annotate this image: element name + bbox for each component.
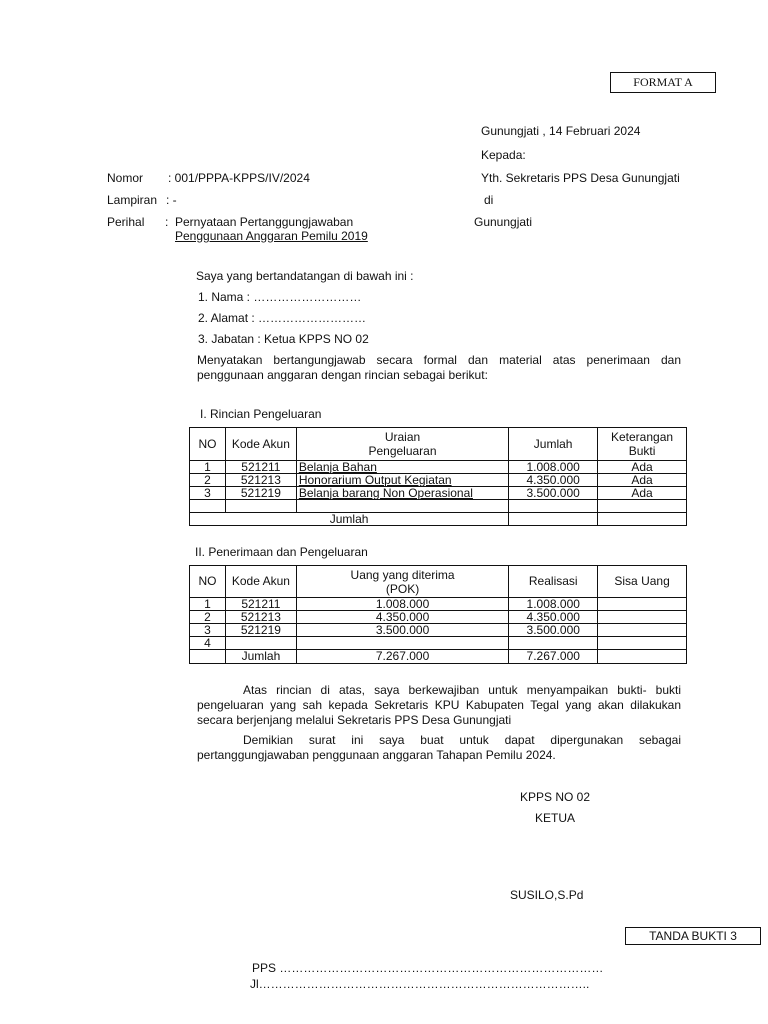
nomor-label: Nomor	[107, 171, 144, 185]
expense-table-header	[190, 428, 687, 461]
perihal-label: Perihal	[107, 215, 145, 229]
signature-role: KETUA	[535, 811, 576, 825]
header-keterangan-line1: Keterangan	[611, 430, 674, 444]
cell-realisasi	[509, 637, 598, 650]
header-keterangan	[598, 428, 687, 461]
cell-sisa	[598, 637, 687, 650]
header-no: NO	[190, 428, 226, 461]
cell-no: 1	[190, 461, 226, 474]
cell-uraian: Belanja Bahan	[296, 461, 508, 474]
lampiran-value: : -	[166, 193, 177, 207]
perihal-colon: :	[165, 215, 169, 229]
cell-kode: 521213	[225, 474, 296, 487]
perihal-line1: Pernyataan Pertanggungjawaban	[175, 215, 354, 229]
cell-keterangan: Ada	[598, 461, 687, 474]
cell-jumlah: 1.008.000	[509, 461, 598, 474]
recipient-kepada: Kepada:	[481, 148, 526, 162]
closing-paragraph-2	[197, 733, 681, 763]
cell-kode	[225, 637, 296, 650]
closing-text-2: Demikian surat ini saya buat untuk dapat dipergunakan sebagai pertanggungjawaban penggunaan anggaran Tahapan Pemilu 2024.	[197, 733, 681, 762]
table-row	[190, 474, 687, 487]
header-uraian-line2: Pengeluaran	[368, 444, 437, 458]
cell-no: 3	[190, 624, 226, 637]
cell-uang: 4.350.000	[296, 611, 508, 624]
table-row	[190, 637, 687, 650]
field-jabatan: 3. Jabatan : Ketua KPPS NO 02	[198, 332, 369, 346]
cell-uraian: Belanja barang Non Operasional	[296, 487, 508, 500]
table-row	[190, 598, 687, 611]
cell-kode: 521213	[225, 611, 296, 624]
signature-org: KPPS NO 02	[520, 790, 591, 804]
header-uang-diterima	[296, 566, 508, 598]
header-uang-line2: (POK)	[385, 581, 420, 596]
header-kode-akun: Kode Akun	[225, 566, 296, 598]
closing-paragraph-1	[197, 683, 681, 728]
table-total-row	[190, 650, 687, 664]
recipient-place: Gunungjati	[474, 215, 533, 229]
field-nama: 1. Nama : ………………………	[198, 290, 362, 304]
cell-kode: 521219	[225, 624, 296, 637]
table-row	[190, 461, 687, 474]
cell-kode: 521219	[225, 487, 296, 500]
total-label: Jumlah	[225, 650, 296, 664]
lampiran-label: Lampiran	[107, 193, 158, 207]
cell-sisa	[598, 598, 687, 611]
cell-no: 2	[190, 611, 226, 624]
recipient-line1: Yth. Sekretaris PPS Desa Gunungjati	[481, 171, 680, 185]
table-row-empty	[190, 500, 687, 513]
total-label: Jumlah	[190, 513, 509, 526]
total-realisasi: 7.267.000	[509, 650, 598, 664]
header-uraian	[296, 428, 508, 461]
footer-pps: PPS ………………………………………………………………………	[252, 961, 604, 975]
format-label-box	[610, 72, 716, 93]
header-no: NO	[190, 566, 226, 598]
perihal-line2: Penggunaan Anggaran Pemilu 2019	[175, 229, 368, 243]
cell-sisa	[598, 611, 687, 624]
cell-sisa	[598, 624, 687, 637]
header-keterangan-line2: Bukti	[628, 444, 656, 458]
section1-title: I. Rincian Pengeluaran	[200, 407, 322, 421]
cell-no: 4	[190, 637, 226, 650]
cell-uang: 3.500.000	[296, 624, 508, 637]
cell-no: 1	[190, 598, 226, 611]
total-sisa	[598, 650, 687, 664]
cell-realisasi: 1.008.000	[509, 598, 598, 611]
cell-uang	[296, 637, 508, 650]
signature-name: SUSILO,S.Pd	[510, 888, 584, 902]
format-label: FORMAT A	[633, 75, 693, 89]
cell-keterangan: Ada	[598, 487, 687, 500]
receipt-table	[189, 565, 687, 664]
statement-text: Menyatakan bertangungjawab secara formal dan material atas penerimaan dan penggunaan anggaran dengan rincian sebagai berikut:	[197, 353, 681, 382]
table-row	[190, 611, 687, 624]
cell-jumlah: 4.350.000	[509, 474, 598, 487]
tanda-bukti-label: TANDA BUKTI 3	[649, 929, 737, 943]
cell-kode: 521211	[225, 461, 296, 474]
table-row	[190, 624, 687, 637]
cell-realisasi: 3.500.000	[509, 624, 598, 637]
intro-text: Saya yang bertandatangan di bawah ini :	[196, 269, 414, 283]
cell-keterangan: Ada	[598, 474, 687, 487]
total-uang: 7.267.000	[296, 650, 508, 664]
header-uang-line1: Uang yang diterima	[350, 567, 455, 582]
header-sisa-uang: Sisa Uang	[598, 566, 687, 598]
cell-jumlah: 3.500.000	[509, 487, 598, 500]
receipt-table-header	[190, 566, 687, 598]
table-row	[190, 487, 687, 500]
closing-text-1: Atas rincian di atas, saya berkewajiban untuk menyampaikan bukti- bukti pengeluaran yang sah kepada Sekretaris KPU Kabupaten Tegal yang akan dilakukan secara berjenjang melalui Sekretaris PPS Desa Gunungjati	[197, 683, 681, 727]
table-total-row	[190, 513, 687, 526]
footer-jl: Jl………………………………………………………………………..	[250, 977, 590, 991]
cell-realisasi: 4.350.000	[509, 611, 598, 624]
cell-uang: 1.008.000	[296, 598, 508, 611]
header-kode-akun: Kode Akun	[225, 428, 296, 461]
field-alamat: 2. Alamat : ………………………	[198, 311, 367, 325]
header-jumlah: Jumlah	[509, 428, 598, 461]
cell-uraian: Honorarium Output Kegiatan	[296, 474, 508, 487]
cell-no: 2	[190, 474, 226, 487]
cell-no: 3	[190, 487, 226, 500]
cell-kode: 521211	[225, 598, 296, 611]
header-realisasi: Realisasi	[509, 566, 598, 598]
recipient-di: di	[484, 193, 494, 207]
statement-paragraph	[197, 353, 681, 383]
nomor-value: : 001/PPPA-KPPS/IV/2024	[168, 171, 310, 185]
expense-table	[189, 427, 687, 526]
date-line: Gunungjati , 14 Februari 2024	[481, 124, 641, 138]
header-uraian-line1: Uraian	[384, 430, 421, 444]
section2-title: II. Penerimaan dan Pengeluaran	[195, 545, 368, 559]
tanda-bukti-box	[625, 927, 761, 945]
